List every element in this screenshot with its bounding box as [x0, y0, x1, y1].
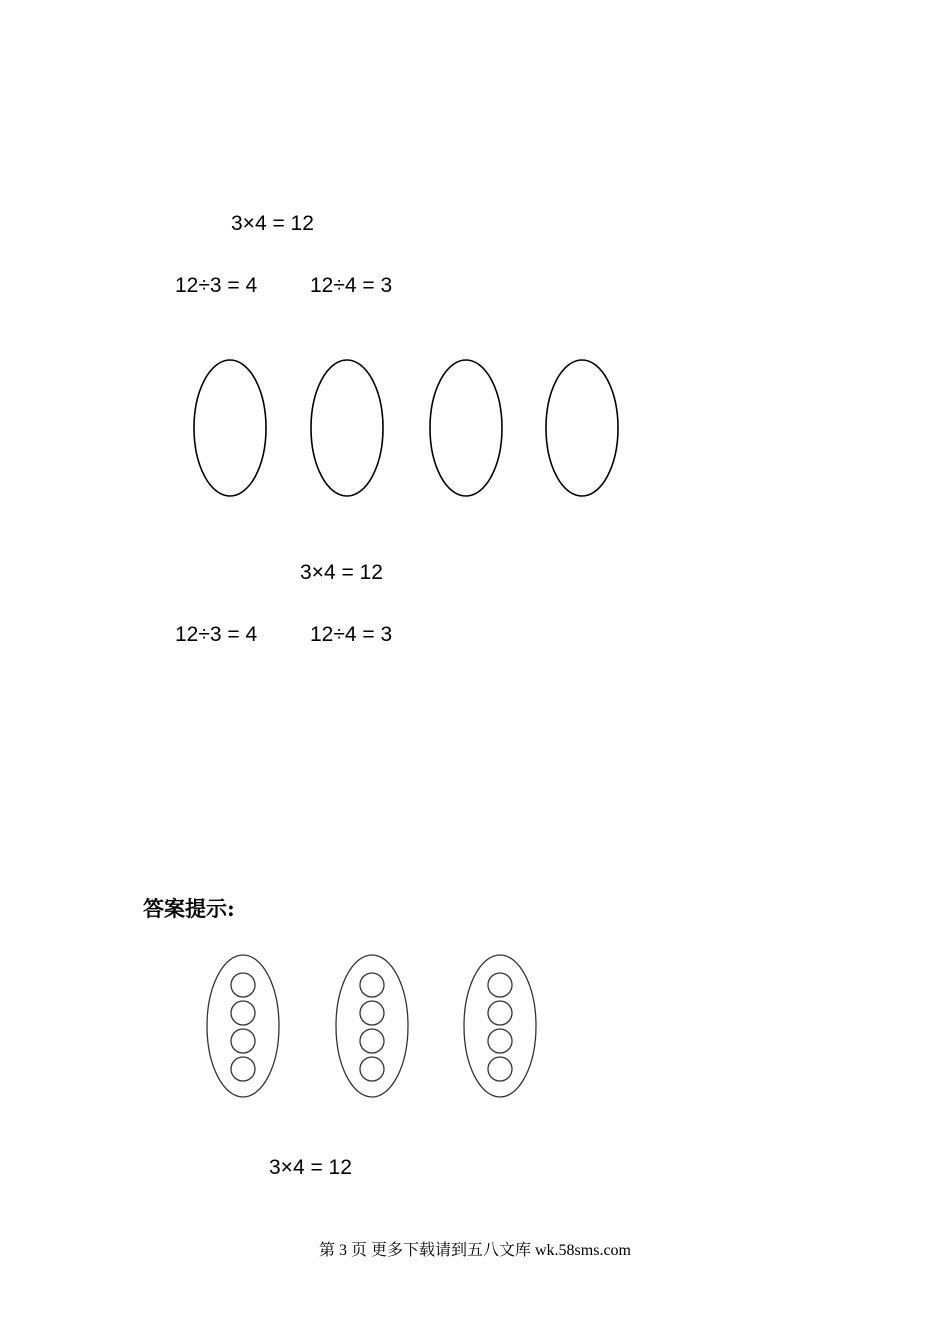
section2-multiplication: 3×4 = 12 — [300, 561, 383, 584]
answer-heading: 答案提示: — [143, 896, 235, 921]
group-circle — [231, 1029, 255, 1053]
group-oval — [464, 955, 536, 1097]
page-footer: 第 3 页 更多下载请到五八文库 wk.58sms.com — [318, 1242, 631, 1259]
answer-group — [464, 955, 536, 1097]
group-circle — [488, 1001, 512, 1025]
section1-division-a: 12÷3 = 4 — [175, 274, 258, 297]
empty-oval — [430, 360, 502, 496]
empty-oval — [311, 360, 383, 496]
group-circle — [360, 1001, 384, 1025]
section1-multiplication: 3×4 = 12 — [231, 212, 314, 235]
group-circle — [231, 973, 255, 997]
group-circle — [488, 1057, 512, 1081]
group-circle — [360, 1057, 384, 1081]
group-oval — [336, 955, 408, 1097]
empty-oval — [194, 360, 266, 496]
section1-division-b: 12÷4 = 3 — [310, 274, 393, 297]
group-circle — [231, 1001, 255, 1025]
section2-division-a: 12÷3 = 4 — [175, 623, 258, 646]
group-circle — [488, 973, 512, 997]
answer-groups — [207, 955, 536, 1097]
group-circle — [360, 1029, 384, 1053]
group-oval — [207, 955, 279, 1097]
answer-group — [336, 955, 408, 1097]
answer-group — [207, 955, 279, 1097]
group-circle — [231, 1057, 255, 1081]
empty-oval — [546, 360, 618, 496]
empty-ovals-group — [194, 360, 618, 496]
group-circle — [360, 973, 384, 997]
section2-division-b: 12÷4 = 3 — [310, 623, 393, 646]
group-circle — [488, 1029, 512, 1053]
answer-multiplication: 3×4 = 12 — [269, 1156, 352, 1179]
